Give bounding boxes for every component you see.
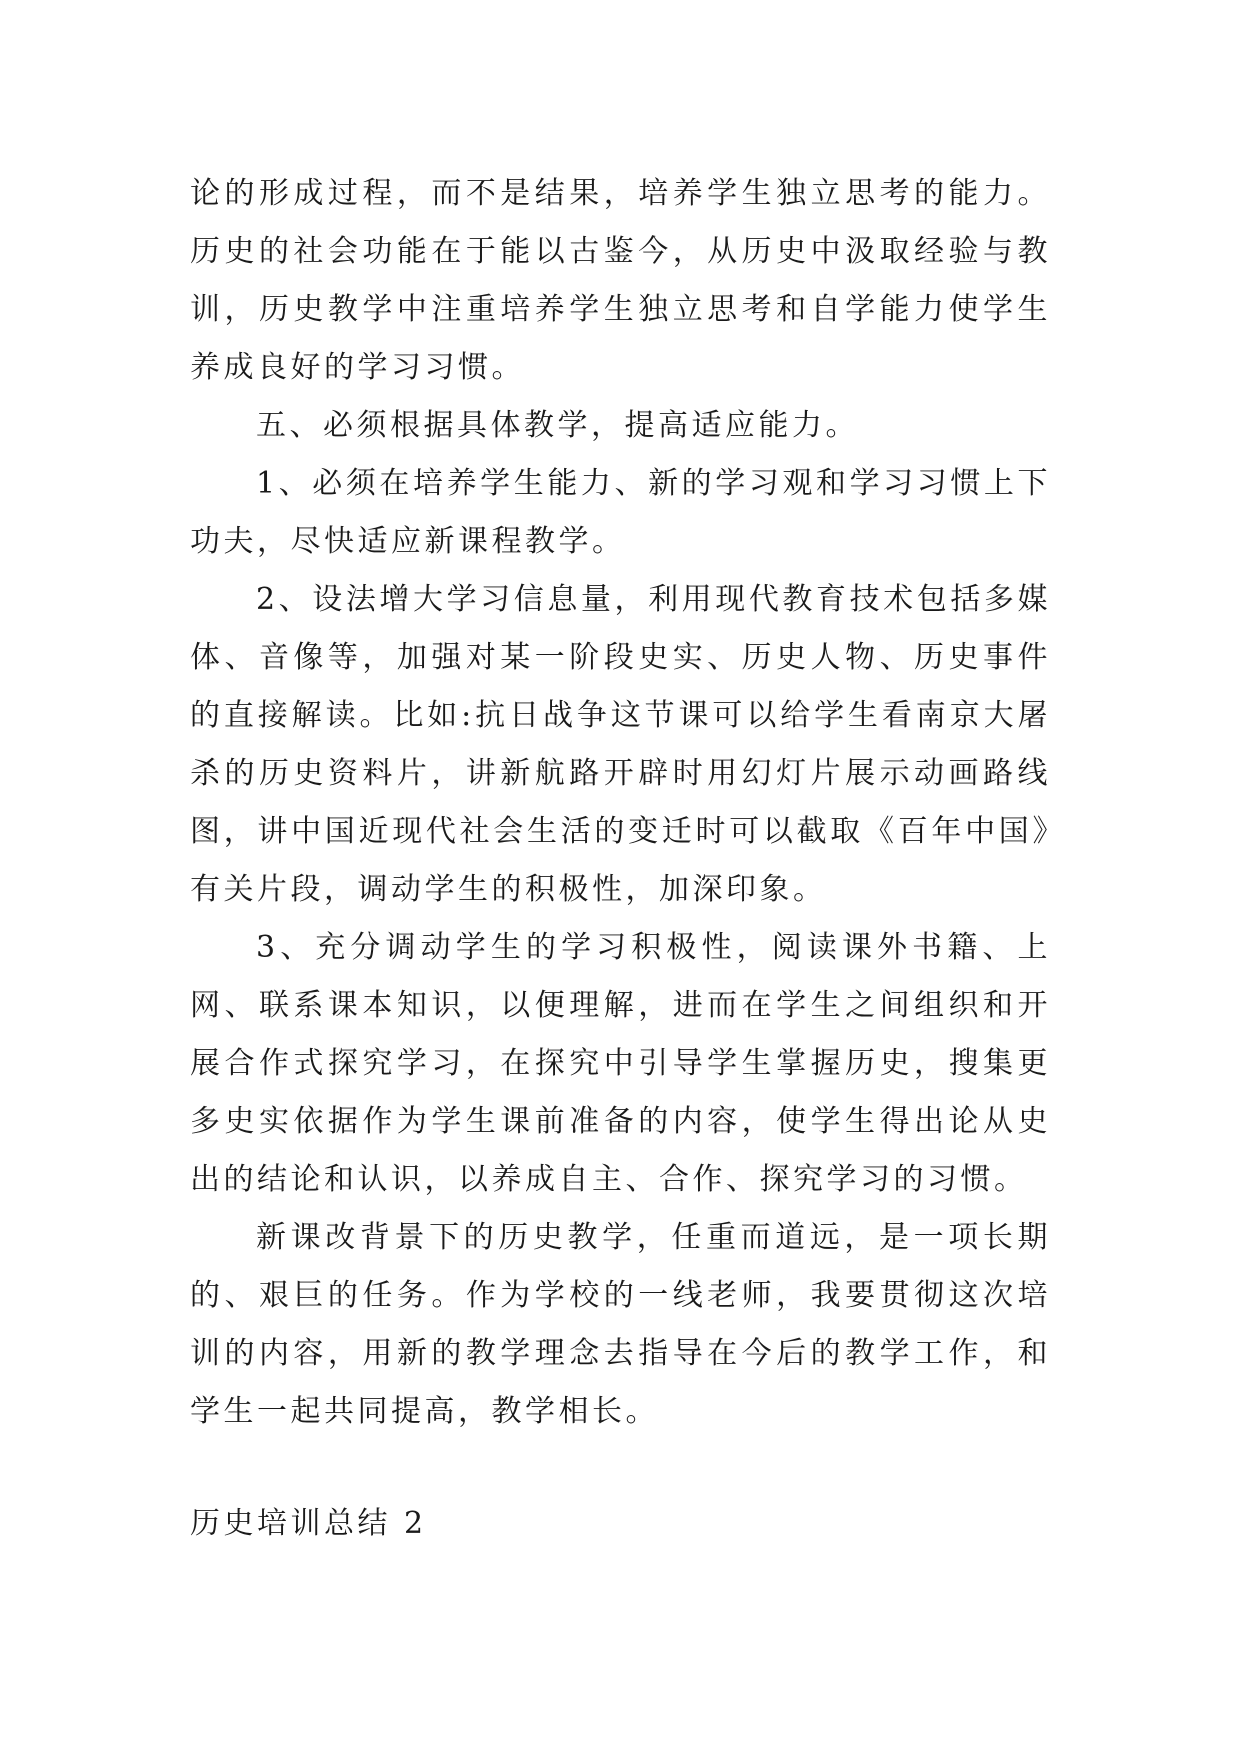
section-heading: 历史培训总结 2 <box>190 1506 427 1541</box>
paragraph-section-five: 五、必须根据具体教学，提高适应能力。 <box>256 408 859 443</box>
paragraph-item-2: 2、设法增大学习信息量，利用现代教育技术包括多媒体、音像等，加强对某一阶段史实、历史人物、历史事件的直接解读。比如:抗日战争这节课可以给学生看南京大屠杀的历史资料片，讲新航路开辟时用幻灯片展示动画路线图，讲中国近现代社会生活的变迁时可以截取《百年中国》有关片段，调动学生的积极性，加深印象。 <box>190 582 1051 907</box>
paragraph-item-3: 3、充分调动学生的学习积极性，阅读课外书籍、上网、联系课本知识，以便理解，进而在学生之间组织和开展合作式探究学习，在探究中引导学生掌握历史，搜集更多史实依据作为学生课前准备的内容，使学生得出论从史出的结论和认识，以养成自主、合作、探究学习的习惯。 <box>190 930 1051 1197</box>
paragraph-continuation: 论的形成过程，而不是结果，培养学生独立思考的能力。历史的社会功能在于能以古鉴今，从历史中汲取经验与教训，历史教学中注重培养学生独立思考和自学能力使学生养成良好的学习习惯。 <box>190 176 1051 385</box>
paragraph-item-1: 1、必须在培养学生能力、新的学习观和学习习惯上下功夫，尽快适应新课程教学。 <box>190 466 1051 559</box>
document-body <box>190 165 1051 1441</box>
paragraph-conclusion: 新课改背景下的历史教学，任重而道远，是一项长期的、艰巨的任务。作为学校的一线老师，我要贯彻这次培训的内容，用新的教学理念去指导在今后的教学工作，和学生一起共同提高，教学相长。 <box>190 1220 1051 1429</box>
